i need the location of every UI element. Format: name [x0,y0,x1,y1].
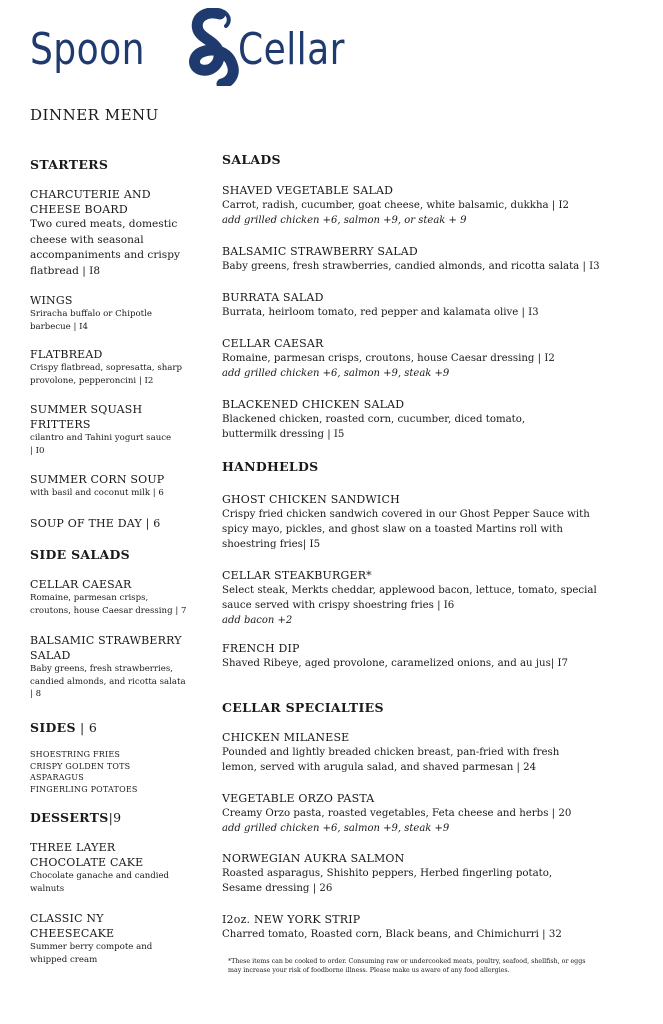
menu-item [30,577,190,617]
item-description: Romaine, parmesan crisps, croutons, house Caesar dressing | I2 [222,353,555,364]
item-description: Romaine, parmesan crisps, croutons, house Caesar dressing | 7 [30,593,187,616]
section-heading-starters: STARTERS [30,157,109,172]
item-description: Carrot, radish, cucumber, goat cheese, white balsamic, dukkha | I2 [222,200,570,211]
item-description: Roasted asparagus, Shishito peppers, Herbed fingerling potato, Sesame dressing | 26 [222,868,553,894]
brand-word-spoon: Spoon [30,24,145,75]
item-addon: add bacon +2 [222,615,293,626]
item-name: BURRATA SALAD [222,291,324,304]
menu-item [30,633,188,701]
item-description: Chocolate ganache and candied walnuts [30,871,170,894]
item-name: THREE LAYER CHOCOLATE CAKE [30,841,144,869]
section-heading-sides [30,720,97,735]
item-addon: add grilled chicken +6, salmon +9, or steak + 9 [222,215,467,226]
item-description: Crispy fried chicken sandwich covered in our Ghost Pepper Sauce with spicy mayo, pickles, and ghost slaw on a toasted Martins roll with shoestring fries| I5 [222,509,590,550]
menu-item [30,347,188,387]
section-heading-side-salads: SIDE SALADS [30,547,130,562]
item-name: CHICKEN MILANESE [222,731,350,744]
item-description: Select steak, Merkts cheddar, applewood bacon, lettuce, tomato, special sauce served with crispy shoestring fries | I6 [222,585,597,611]
menu-item [222,290,612,320]
item-name: I2oz. NEW YORK STRIP [222,913,361,926]
list-item: FINGERLING POTATOES [30,784,138,794]
item-name: SUMMER CORN SOUP [30,473,165,486]
sides-heading-text: SIDES [30,720,76,735]
item-addon: add grilled chicken +6, salmon +9, steak +9 [222,368,450,379]
item-name: CELLAR STEAKBURGER* [222,569,372,582]
section-heading-desserts [30,810,121,825]
item-name: SUMMER SQUASH FRITTERS [30,403,143,431]
item-name: VEGETABLE ORZO PASTA [222,792,375,805]
item-name: CLASSIC NY CHEESECAKE [30,912,115,940]
item-name: SHAVED VEGETABLE SALAD [222,184,394,197]
item-description: with basil and coconut milk | 6 [30,488,164,498]
menu-item [222,183,612,228]
item-name: CELLAR CAESAR [222,337,324,350]
item-name: GHOST CHICKEN SANDWICH [222,493,400,506]
item-description: Baby greens, fresh strawberries, candied almonds, and ricotta salata | 8 [30,664,186,699]
menu-item [222,244,612,274]
sides-price: | 6 [75,720,98,735]
item-description: Two cured meats, domestic cheese with seasonal accompaniments and crispy flatbread | I8 [30,218,180,277]
menu-item [222,912,612,942]
desserts-heading-text: DESSERTS [30,810,109,825]
item-name: BALSAMIC STRAWBERRY SALAD [222,245,418,258]
menu-item [222,397,582,442]
desserts-price: |9 [108,810,122,825]
item-name: CHARCUTERIE AND CHEESE BOARD [30,188,151,216]
section-heading-salads: SALADS [222,152,281,167]
item-name: BLACKENED CHICKEN SALAD [222,398,405,411]
item-name: SOUP OF THE DAY | 6 [30,517,161,530]
menu-item [222,791,612,836]
item-name: FRENCH DIP [222,642,300,655]
list-item: ASPARAGUS [30,773,84,782]
menu-item [30,516,210,531]
menu-item [222,568,614,628]
item-name: WINGS [30,294,73,307]
list-item: SHOESTRING FRIES [30,750,121,759]
brand-logo [30,8,360,86]
menu-title: DINNER MENU [30,106,159,124]
menu-item [222,730,592,775]
item-description: Baby greens, fresh strawberries, candied almonds, and ricotta salata | I3 [222,261,600,272]
item-description: Blackened chicken, roasted corn, cucumber, diced tomato, buttermilk dressing | I5 [222,414,526,440]
allergy-disclaimer: *These items can be cooked to order. Consuming raw or undercooked meats, poultry, seafood, shellfish, or eggs may increase your risk of foodborne illness. Please make us aware of any food allergies. [228,958,586,974]
menu-item [222,641,612,671]
item-description: Pounded and lightly breaded chicken breast, pan-fried with fresh lemon, served with arugula salad, and shaved parmesan | 24 [222,747,560,773]
menu-item [222,851,592,896]
section-heading-handhelds: HANDHELDS [222,459,319,474]
brand-word-cellar: Cellar [238,24,345,75]
item-description: Summer berry compote and whipped cream [30,942,153,965]
item-name: BALSAMIC STRAWBERRY SALAD [30,634,182,662]
item-name: NORWEGIAN AUKRA SALMON [222,852,405,865]
menu-item [30,402,175,457]
menu-item [30,293,170,333]
menu-item [30,840,175,895]
item-description: Crispy flatbread, sopresatta, sharp provolone, pepperoncini | I2 [30,363,183,386]
list-item: CRISPY GOLDEN TOTS [30,761,131,771]
menu-item [222,492,610,552]
menu-item [30,187,180,279]
item-description: Shaved Ribeye, aged provolone, caramelized onions, and au jus| I7 [222,658,568,669]
item-name: CELLAR CAESAR [30,578,132,591]
menu-item [30,911,170,966]
item-description: Burrata, heirloom tomato, red pepper and kalamata olive | I3 [222,307,539,318]
item-name: FLATBREAD [30,348,103,361]
item-addon: add grilled chicken +6, salmon +9, steak +9 [222,823,450,834]
item-description: cilantro and Tahini yogurt sauce | I0 [30,433,172,456]
section-heading-cellar-specialties: CELLAR SPECIALTIES [222,700,384,715]
sides-list [30,749,138,795]
menu-item [222,336,612,381]
item-description: Sriracha buffalo or Chipotle barbecue | I4 [30,309,152,332]
item-description: Charred tomato, Roasted corn, Black beans, and Chimichurri | 32 [222,929,562,940]
menu-item [30,472,210,500]
item-description: Creamy Orzo pasta, roasted vegetables, Feta cheese and herbs | 20 [222,808,572,819]
